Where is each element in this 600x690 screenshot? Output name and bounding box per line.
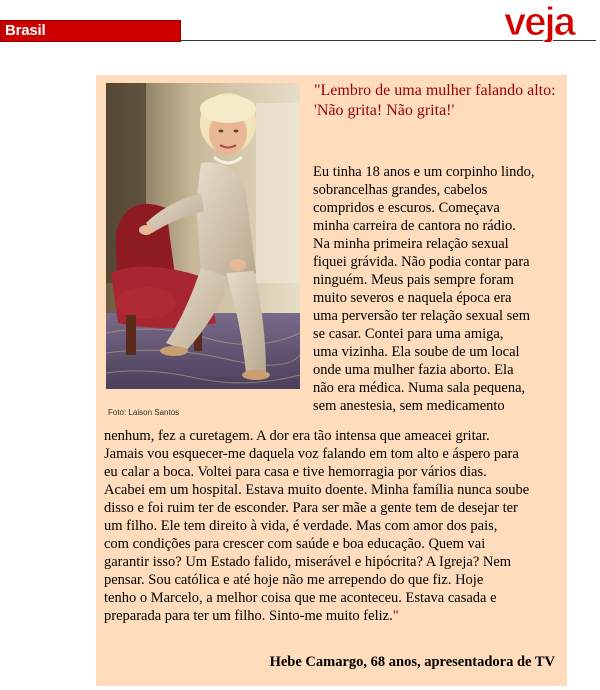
- article-body: [96, 75, 567, 686]
- body-line: ninguém. Meus pais sempre foram: [313, 272, 514, 288]
- logo-text: veja: [504, 2, 574, 42]
- page-header: [0, 0, 600, 48]
- body-line: um filho. Ele tem direito à vida, é verdade. Mas com amor dos pais,: [104, 518, 498, 534]
- body-line-text: preparada para ter um filho. Sinto-me muito feliz.: [104, 608, 393, 624]
- body-line: sem anestesia, sem medicamento: [313, 398, 505, 414]
- body-line: se casar. Contei para uma amiga,: [313, 326, 504, 342]
- body-line: Jamais vou esquecer-me daquela voz falando em tom alto e áspero para: [104, 446, 519, 462]
- body-line-last: [104, 607, 399, 625]
- body-line: disso e foi ruim ter de esconder. Para ser mãe a gente tem de desejar ter: [104, 500, 518, 516]
- body-line: uma vizinha. Ela soube de um local: [313, 344, 520, 360]
- body-line: Eu tinha 18 anos e um corpinho lindo,: [313, 164, 535, 180]
- body-line: minha carreira de cantora no rádio.: [313, 218, 516, 234]
- body-line: uma perversão ter relação sexual sem: [313, 308, 530, 324]
- body-line: eu calar a boca. Voltei para casa e tive hemorragia por vários dias.: [104, 464, 487, 480]
- closing-quote-mark: ": [392, 608, 399, 624]
- photo-credit: Foto: Laison Santos: [108, 408, 180, 417]
- article-box: [96, 75, 567, 686]
- body-line: Acabei em um hospital. Estava muito doente. Minha família nunca soube: [104, 482, 530, 498]
- body-line: com condições para crescer com saúde e boa educação. Quem vai: [104, 536, 486, 552]
- body-line: compridos e escuros. Começava: [313, 200, 500, 216]
- body-line: fiquei grávida. Não podia contar para: [313, 254, 530, 270]
- body-line: não era médica. Numa sala pequena,: [313, 380, 526, 396]
- body-line: sobrancelhas grandes, cabelos: [313, 182, 488, 198]
- body-line: Na minha primeira relação sexual: [313, 236, 509, 252]
- body-line: garantir isso? Um Estado falido, miserável e hipócrita? A Igreja? Nem: [104, 554, 512, 570]
- section-label[interactable]: Brasil: [0, 20, 181, 42]
- body-line: muito severos e naquela época era: [313, 290, 512, 306]
- body-line: onde uma mulher fazia aborto. Ela: [313, 362, 514, 378]
- body-line: tenho o Marcelo, a melhor coisa que me aconteceu. Estava casada e: [104, 590, 497, 606]
- quote-headline: "Lembro de uma mulher falando alto: 'Não grita! Não grita!': [314, 82, 556, 119]
- signature: Hebe Camargo, 68 anos, apresentadora de TV: [269, 654, 555, 670]
- body-line: pensar. Sou católica e até hoje não me arrependo do que fiz. Hoje: [104, 572, 484, 588]
- veja-logo[interactable]: [502, 2, 594, 42]
- body-line: nenhum, fez a curetagem. A dor era tão intensa que ameacei gritar.: [104, 428, 490, 444]
